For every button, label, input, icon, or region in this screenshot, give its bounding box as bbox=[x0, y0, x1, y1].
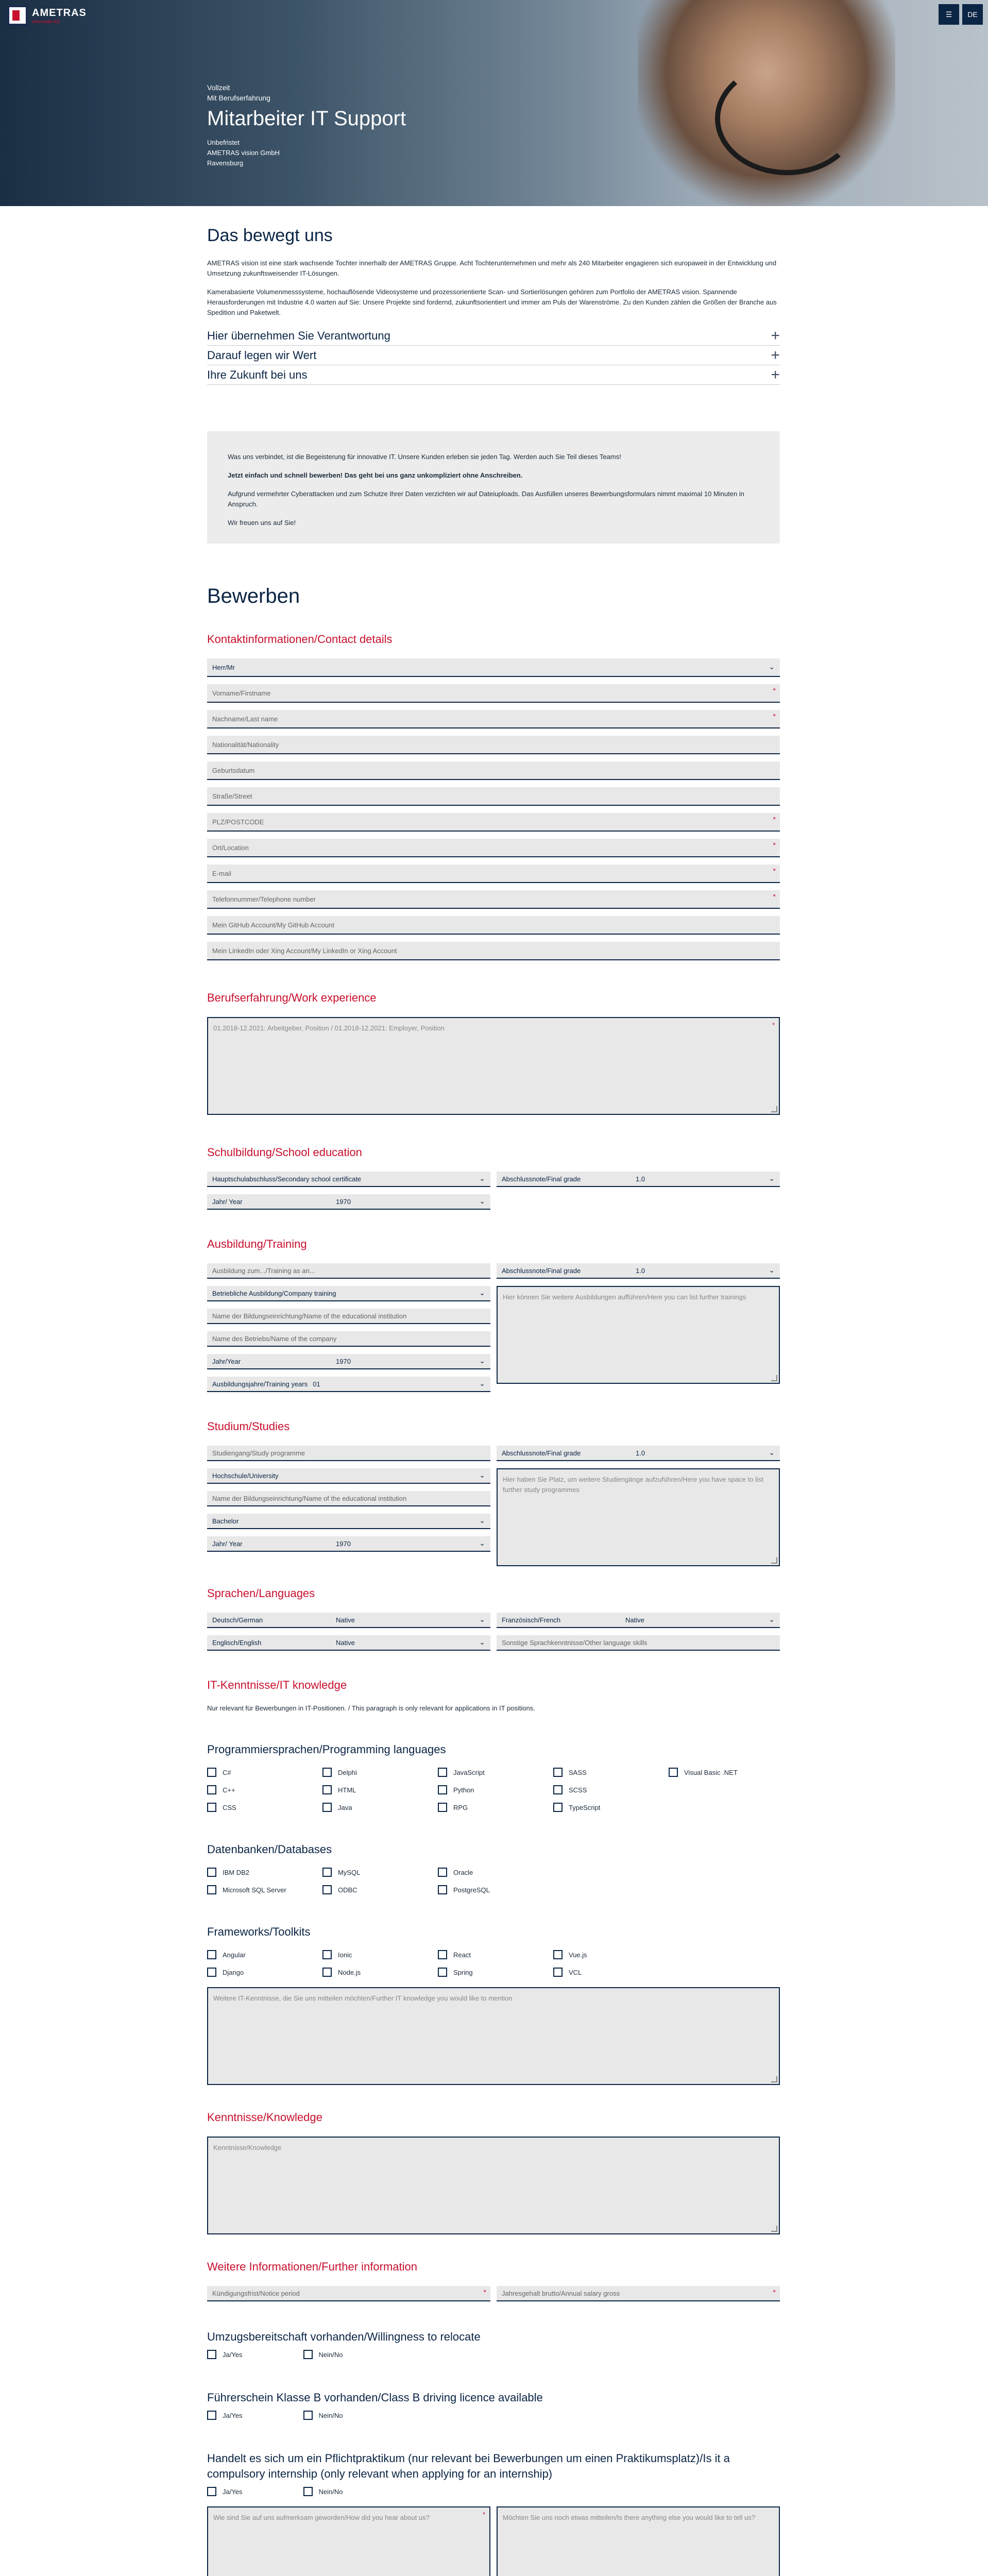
chevron-down-icon: ⌄ bbox=[479, 1379, 485, 1387]
checkbox-java[interactable]: Java bbox=[322, 1803, 438, 1812]
form-title: Bewerben bbox=[207, 585, 300, 607]
accordion-responsibility[interactable]: Hier übernehmen Sie Verantwortung + bbox=[207, 326, 780, 346]
databases-heading: Datenbanken/Databases bbox=[207, 1843, 332, 1856]
info-text-1: Was uns verbindet, ist die Begeisterung für innovative IT. Unsere Kunden erleben sie jeden Tag. Werden auch Sie Teil dieses Teams! bbox=[228, 453, 621, 461]
hero-experience: Mit Berufserfahrung bbox=[207, 94, 270, 102]
checkbox-mysql[interactable]: MySQL bbox=[322, 1868, 438, 1877]
checkbox-scss[interactable]: SCSS bbox=[553, 1785, 669, 1794]
postcode-field[interactable]: PLZ/POSTCODE * bbox=[207, 813, 780, 832]
menu-button[interactable] bbox=[939, 4, 959, 25]
checkbox-postgresql[interactable]: PostgreSQL bbox=[438, 1885, 553, 1894]
study-grade-select[interactable]: Abschlussnote/Final grade 1.0 ⌄ bbox=[497, 1446, 780, 1461]
checkbox-vcl[interactable]: VCL bbox=[553, 1968, 669, 1977]
plus-icon: + bbox=[771, 346, 780, 364]
hero-company: AMETRAS vision GmbH bbox=[207, 149, 280, 157]
checkbox-angular[interactable]: Angular bbox=[207, 1950, 322, 1959]
checkbox-spring[interactable]: Spring bbox=[438, 1968, 553, 1977]
hero-banner bbox=[0, 0, 988, 206]
license-yes[interactable]: Ja/Yes bbox=[207, 2411, 243, 2420]
language-german-select[interactable]: Deutsch/German Native ⌄ bbox=[207, 1613, 490, 1628]
top-bar bbox=[0, 0, 988, 30]
notice-period-field[interactable]: Kündigungsfrist/Notice period * bbox=[207, 2286, 490, 2301]
it-note: Nur relevant für Bewerbungen in IT-Positionen. / This paragraph is only relevant for applications in IT positions. bbox=[207, 1704, 535, 1712]
language-english-select[interactable]: Englisch/English Native ⌄ bbox=[207, 1635, 490, 1651]
further-heading: Weitere Informationen/Further information bbox=[207, 2260, 417, 2273]
chevron-down-icon: ⌄ bbox=[769, 1448, 775, 1456]
study-year-select[interactable]: Jahr/ Year 1970 ⌄ bbox=[207, 1536, 490, 1552]
checkbox-ionic[interactable]: Ionic bbox=[322, 1950, 438, 1959]
checkbox-odbc[interactable]: ODBC bbox=[322, 1885, 438, 1894]
checkbox-django[interactable]: Django bbox=[207, 1968, 322, 1977]
training-company-field[interactable]: Name des Betriebs/Name of the company bbox=[207, 1331, 490, 1347]
internship-no[interactable]: Nein/No bbox=[303, 2487, 343, 2496]
it-more-textarea[interactable]: Weitere IT-Kenntnisse, die Sie uns mitteilen möchten/Further IT knowledge you would like to mention bbox=[207, 1987, 780, 2085]
language-button[interactable]: DE bbox=[962, 4, 983, 25]
chevron-down-icon: ⌄ bbox=[769, 1266, 775, 1274]
menu-icon: ☰ bbox=[945, 10, 952, 19]
training-more-textarea[interactable]: Hier können Sie weitere Ausbildungen aufführen/Here you can list further trainings bbox=[497, 1286, 780, 1384]
checkbox-vbnet[interactable]: Visual Basic .NET bbox=[669, 1768, 784, 1777]
firstname-field[interactable]: Vorname/Firstname * bbox=[207, 684, 780, 703]
training-type-select[interactable]: Betriebliche Ausbildung/Company training ⌄ bbox=[207, 1286, 490, 1301]
internship-yes[interactable]: Ja/Yes bbox=[207, 2487, 243, 2496]
hero-contract: Unbefristet bbox=[207, 139, 240, 146]
checkbox-typescript[interactable]: TypeScript bbox=[553, 1803, 669, 1812]
tell-us-textarea[interactable]: Möchten Sie uns noch etwas mitteilen/Is there anything else you would like to tell us? bbox=[497, 2506, 780, 2576]
knowledge-heading: Kenntnisse/Knowledge bbox=[207, 2111, 322, 2124]
training-title-field[interactable]: Ausbildung zum.../Training as an... bbox=[207, 1263, 490, 1279]
info-box bbox=[207, 431, 780, 544]
programming-heading: Programmiersprachen/Programming languages bbox=[207, 1743, 446, 1756]
training-years-select[interactable]: Ausbildungsjahre/Training years 01 ⌄ bbox=[207, 1377, 490, 1392]
accordion-future[interactable]: Ihre Zukunft bei uns + bbox=[207, 365, 780, 385]
checkbox-sass[interactable]: SASS bbox=[553, 1768, 669, 1777]
logo-mark bbox=[7, 5, 28, 26]
job-title: Mitarbeiter IT Support bbox=[207, 107, 406, 130]
chevron-down-icon: ⌄ bbox=[479, 1638, 485, 1646]
lastname-field[interactable]: Nachname/Last name * bbox=[207, 710, 780, 728]
programming-checkboxes bbox=[207, 1768, 780, 1812]
chevron-down-icon: ⌄ bbox=[479, 1516, 485, 1524]
checkbox-oracle[interactable]: Oracle bbox=[438, 1868, 553, 1877]
school-grade-select[interactable]: Abschlussnote/Final grade 1.0 ⌄ bbox=[497, 1172, 780, 1187]
relocate-question: Umzugsbereitschaft vorhanden/Willingness to relocate bbox=[207, 2330, 481, 2343]
relocate-yes[interactable]: Ja/Yes bbox=[207, 2350, 243, 2359]
hear-about-us-textarea[interactable]: Wie sind Sie auf uns aufmerksam geworden/How did you hear about us? * bbox=[207, 2506, 490, 2576]
frameworks-heading: Frameworks/Toolkits bbox=[207, 1925, 311, 1938]
study-more-textarea[interactable]: Hier haben Sie Platz, um weitere Studiengänge aufzuführen/Here you have space to list further study programmes bbox=[497, 1468, 780, 1566]
chevron-down-icon: ⌄ bbox=[479, 1539, 485, 1547]
checkbox-csharp[interactable]: C# bbox=[207, 1768, 322, 1777]
checkbox-ibmdb2[interactable]: IBM DB2 bbox=[207, 1868, 322, 1877]
checkbox-delphi[interactable]: Delphi bbox=[322, 1768, 438, 1777]
logo[interactable] bbox=[7, 5, 87, 26]
school-degree-select[interactable]: Hauptschulabschluss/Secondary school certificate ⌄ bbox=[207, 1172, 490, 1187]
checkbox-nodejs[interactable]: Node.js bbox=[322, 1968, 438, 1977]
training-grade-select[interactable]: Abschlussnote/Final grade 1.0 ⌄ bbox=[497, 1263, 780, 1279]
checkbox-css[interactable]: CSS bbox=[207, 1803, 322, 1812]
training-heading: Ausbildung/Training bbox=[207, 1238, 307, 1250]
street-field[interactable]: Straße/Street bbox=[207, 787, 780, 806]
hero-employment: Vollzeit bbox=[207, 83, 230, 92]
study-type-select[interactable]: Hochschule/University ⌄ bbox=[207, 1468, 490, 1484]
database-checkboxes bbox=[207, 1868, 780, 1894]
checkbox-html[interactable]: HTML bbox=[322, 1785, 438, 1794]
framework-checkboxes bbox=[207, 1950, 780, 1977]
checkbox-javascript[interactable]: JavaScript bbox=[438, 1768, 553, 1777]
plus-icon: + bbox=[771, 327, 780, 344]
license-question: Führerschein Klasse B vorhanden/Class B driving licence available bbox=[207, 2391, 543, 2404]
headset-graphic bbox=[715, 62, 859, 175]
email-field[interactable]: E-mail * bbox=[207, 865, 780, 883]
info-text-2: Jetzt einfach und schnell bewerben! Das geht bei uns ganz unkompliziert ohne Anschreiben. bbox=[228, 471, 523, 479]
about-paragraph-2: Kamerabasierte Volumenmesssysteme, hochauflösende Videosysteme und prozessorientierte Scan- und Sortierlösungen gehören zum Portfolio der AMETRAS vision. Spannende Herausforderungen mit Industrie 4.0 warten auf Sie: Unsere Projekte sind fordernd, zukunftsorientiert und immer am Puls der Warenströme. Zu den Kunden zählen die Größen der Branche aus Spedition und Paketwelt. bbox=[207, 288, 777, 316]
phone-field[interactable]: Telefonnummer/Telephone number * bbox=[207, 890, 780, 909]
training-year-select[interactable]: Jahr/Year 1970 ⌄ bbox=[207, 1354, 490, 1369]
brand-name: AMETRAS bbox=[32, 7, 87, 19]
it-heading: IT-Kenntnisse/IT knowledge bbox=[207, 1679, 347, 1691]
study-degree-select[interactable]: Bachelor ⌄ bbox=[207, 1514, 490, 1529]
checkbox-python[interactable]: Python bbox=[438, 1785, 553, 1794]
checkbox-rpg[interactable]: RPG bbox=[438, 1803, 553, 1812]
salary-field[interactable]: Jahresgehalt brutto/Annual salary gross * bbox=[497, 2286, 780, 2301]
checkbox-cpp[interactable]: C++ bbox=[207, 1785, 322, 1794]
chevron-down-icon: ⌄ bbox=[479, 1471, 485, 1479]
work-experience-textarea[interactable]: 01.2018-12.2021: Arbeitgeber, Position / 01.2018-12.2021: Employer, Position * bbox=[207, 1017, 780, 1115]
chevron-down-icon: ⌄ bbox=[479, 1197, 485, 1205]
checkbox-mssql[interactable]: Microsoft SQL Server bbox=[207, 1885, 322, 1894]
chevron-down-icon: ⌄ bbox=[479, 1357, 485, 1365]
school-heading: Schulbildung/School education bbox=[207, 1146, 362, 1159]
info-text-3: Aufgrund vermehrter Cyberattacken und zum Schutze Ihrer Daten verzichten wir auf Dateiuploads. Das Ausfüllen unseres Bewerbungsformulars nimmt maximal 10 Minuten in Anspruch. bbox=[228, 490, 744, 508]
brand-sub: informatik AG bbox=[32, 19, 60, 24]
birthdate-field[interactable]: Geburtsdatum bbox=[207, 761, 780, 780]
study-programme-field[interactable]: Studiengang/Study programme bbox=[207, 1446, 490, 1461]
studies-heading: Studium/Studies bbox=[207, 1420, 290, 1433]
github-field[interactable]: Mein GitHub Account/My GitHub Account bbox=[207, 916, 780, 935]
chevron-down-icon: ⌄ bbox=[479, 1289, 485, 1297]
contact-heading: Kontaktinformationen/Contact details bbox=[207, 633, 393, 646]
license-no[interactable]: Nein/No bbox=[303, 2411, 343, 2420]
chevron-down-icon: ⌄ bbox=[479, 1615, 485, 1623]
linkedin-field[interactable]: Mein LinkedIn oder Xing Account/My LinkedIn or Xing Account bbox=[207, 942, 780, 960]
checkbox-vuejs[interactable]: Vue.js bbox=[553, 1950, 669, 1959]
accordion-values[interactable]: Darauf legen wir Wert + bbox=[207, 346, 780, 365]
about-paragraph-1: AMETRAS vision ist eine stark wachsende Tochter innerhalb der AMETRAS Gruppe. Acht Tochterunternehmen und mehr als 240 Mitarbeiter engagieren sich europaweit in der Entwicklung und Umsetzung zukunftsweisender IT-Lösungen. bbox=[207, 259, 777, 277]
chevron-down-icon: ⌄ bbox=[769, 663, 775, 671]
info-text-4: Wir freuen uns auf Sie! bbox=[228, 519, 296, 527]
relocate-no[interactable]: Nein/No bbox=[303, 2350, 343, 2359]
other-languages-field[interactable]: Sonstige Sprachkenntnisse/Other language skills bbox=[497, 1635, 780, 1651]
hero-city: Ravensburg bbox=[207, 159, 244, 167]
internship-question: Handelt es sich um ein Pflichtpraktikum (nur relevant bei Bewerbungen um einen Praktikumsplatz)/Is it a compulsory internship (only relevant when applying for an internship) bbox=[207, 2452, 730, 2480]
main-content bbox=[207, 226, 780, 2576]
languages-heading: Sprachen/Languages bbox=[207, 1587, 315, 1600]
chevron-down-icon: ⌄ bbox=[479, 1174, 485, 1182]
salutation-select[interactable]: Herr/Mr ⌄ bbox=[207, 658, 780, 677]
nationality-field[interactable]: Nationalität/Nationality bbox=[207, 736, 780, 754]
plus-icon: + bbox=[771, 366, 780, 383]
study-institution-field[interactable]: Name der Bildungseinrichtung/Name of the educational institution bbox=[207, 1491, 490, 1506]
knowledge-textarea[interactable]: Kenntnisse/Knowledge bbox=[207, 2137, 780, 2234]
about-title: Das bewegt uns bbox=[207, 226, 333, 245]
language-french-select[interactable]: Französisch/French Native ⌄ bbox=[497, 1613, 780, 1628]
school-year-select[interactable]: Jahr/ Year 1970 ⌄ bbox=[207, 1194, 490, 1210]
location-field[interactable]: Ort/Location * bbox=[207, 839, 780, 857]
work-heading: Berufserfahrung/Work experience bbox=[207, 991, 377, 1004]
chevron-down-icon: ⌄ bbox=[769, 1615, 775, 1623]
chevron-down-icon: ⌄ bbox=[769, 1174, 775, 1182]
training-institution-field[interactable]: Name der Bildungseinrichtung/Name of the educational institution bbox=[207, 1309, 490, 1324]
checkbox-react[interactable]: React bbox=[438, 1950, 553, 1959]
